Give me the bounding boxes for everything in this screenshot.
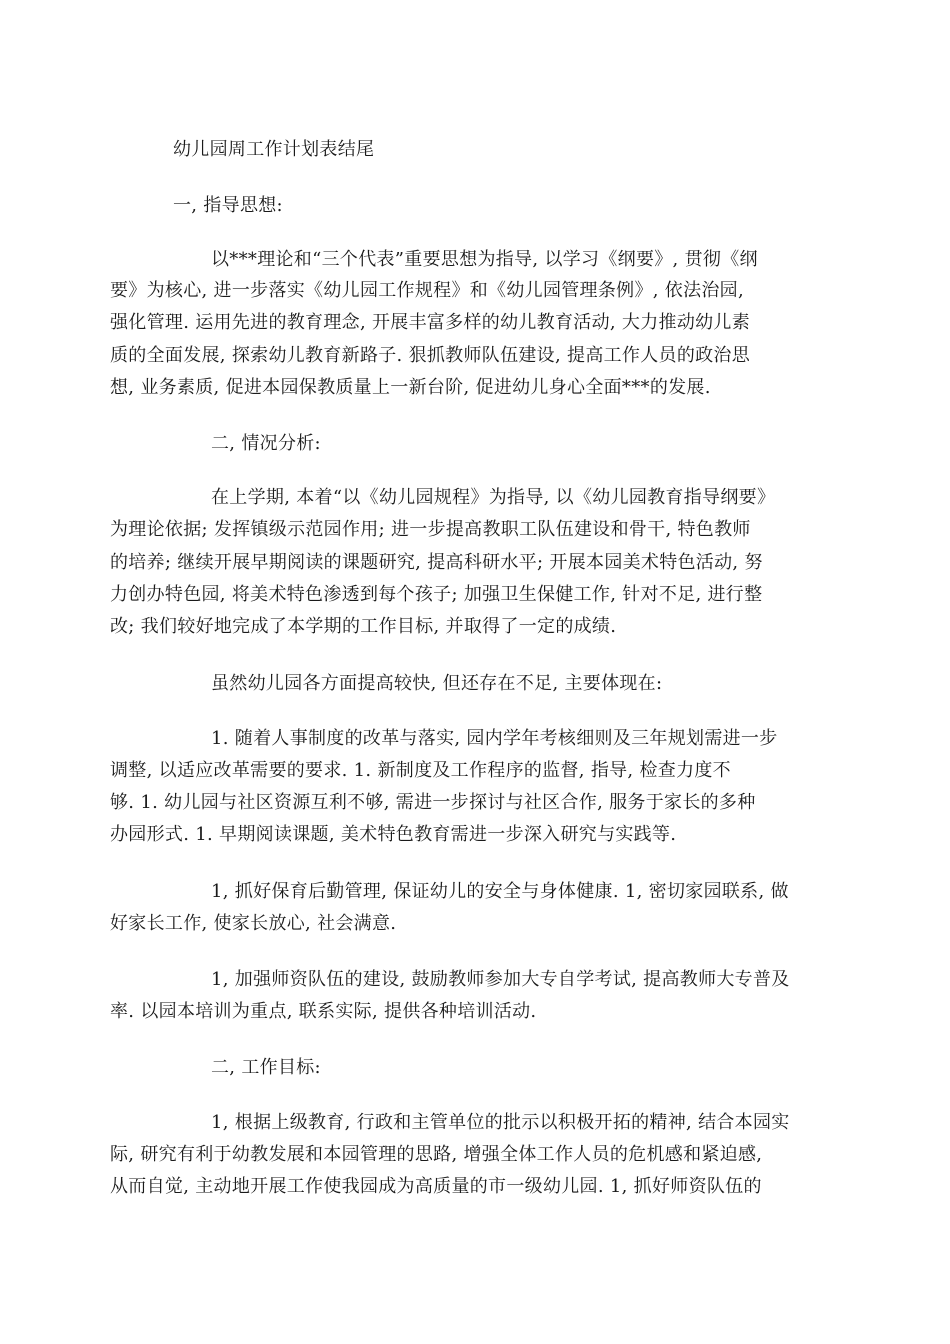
paragraph-line: 1, 抓好保育后勤管理, 保证幼儿的安全与身体健康. 1, 密切家园联系, 做 <box>211 881 789 902</box>
paragraph-line: 调整, 以适应改革需要的要求. 1. 新制度及工作程序的监督, 指导, 检查力度不 <box>110 760 731 781</box>
paragraph-line: 改; 我们较好地完成了本学期的工作目标, 并取得了一定的成绩. <box>110 616 617 637</box>
paragraph-line: 1, 根据上级教育, 行政和主管单位的批示以积极开拓的精神, 结合本园实 <box>211 1112 790 1133</box>
paragraph-line: 1. 随着人事制度的改革与落实, 园内学年考核细则及三年规划需进一步 <box>211 728 778 749</box>
paragraph-line: 为理论依据; 发挥镇级示范园作用; 进一步提高教职工队伍建设和骨干, 特色教师 <box>110 519 751 540</box>
document-title: 幼儿园周工作计划表结尾 <box>173 139 375 160</box>
paragraph-line: 够. 1. 幼儿园与社区资源互利不够, 需进一步探讨与社区合作, 服务于家长的多种 <box>110 792 756 813</box>
paragraph-line: 以***理论和“三个代表”重要思想为指导, 以学习《纲要》, 贯彻《纲 <box>211 249 758 270</box>
section-heading-work-goals: 二, 工作目标: <box>211 1057 321 1078</box>
paragraph-line: 力创办特色园, 将美术特色渗透到每个孩子; 加强卫生保健工作, 针对不足, 进行整 <box>110 584 763 605</box>
paragraph-line: 1, 加强师资队伍的建设, 鼓励教师参加大专自学考试, 提高教师大专普及 <box>211 969 790 990</box>
paragraph-line: 好家长工作, 使家长放心, 社会满意. <box>110 913 397 934</box>
paragraph-line: 从而自觉, 主动地开展工作使我园成为高质量的市一级幼儿园. 1, 抓好师资队伍的 <box>110 1176 762 1197</box>
paragraph-line: 强化管理. 运用先进的教育理念, 开展丰富多样的幼儿教育活动, 大力推动幼儿素 <box>110 312 751 333</box>
paragraph-line: 率. 以园本培训为重点, 联系实际, 提供各种培训活动. <box>110 1001 537 1022</box>
paragraph-line: 虽然幼儿园各方面提高较快, 但还存在不足, 主要体现在: <box>211 673 663 694</box>
section-heading-situation-analysis: 二, 情况分析: <box>211 433 321 454</box>
paragraph-line: 办园形式. 1. 早期阅读课题, 美术特色教育需进一步深入研究与实践等. <box>110 824 677 845</box>
paragraph-line: 要》为核心, 进一步落实《幼儿园工作规程》和《幼儿园管理条例》, 依法治园, <box>110 280 745 301</box>
paragraph-line: 想, 业务素质, 促进本园保教质量上一新台阶, 促进幼儿身心全面***的发展. <box>110 377 711 398</box>
paragraph-line: 际, 研究有利于幼教发展和本园管理的思路, 增强全体工作人员的危机感和紧迫感, <box>110 1144 763 1165</box>
paragraph-line: 在上学期, 本着“以《幼儿园规程》为指导, 以《幼儿园教育指导纲要》 <box>211 487 776 508</box>
paragraph-line: 质的全面发展, 探索幼儿教育新路子. 狠抓教师队伍建设, 提高工作人员的政治思 <box>110 345 751 366</box>
paragraph-line: 的培养; 继续开展早期阅读的课题研究, 提高科研水平; 开展本园美术特色活动, 努 <box>110 552 763 573</box>
section-heading-guiding-thought: 一, 指导思想: <box>173 195 283 216</box>
